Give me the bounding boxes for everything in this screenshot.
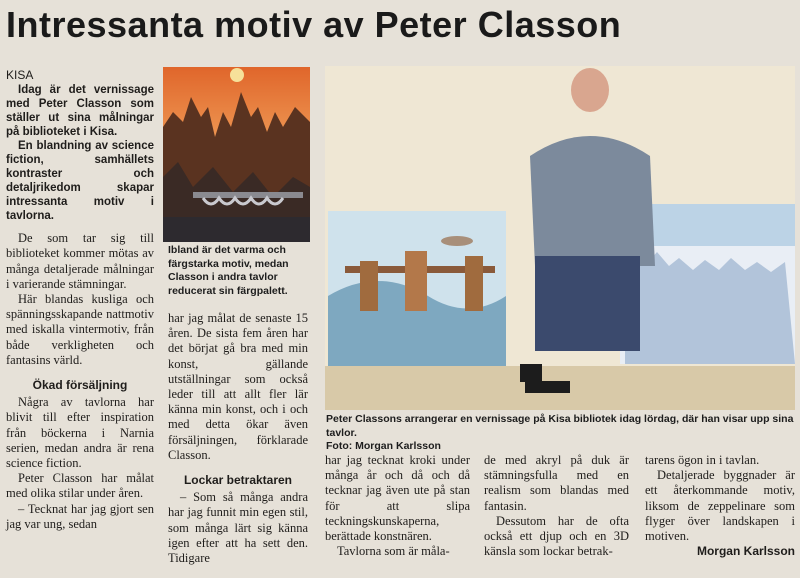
body-paragraph: Dessutom har de ofta också ett djup och en 3D känsla som lockar betrak- xyxy=(484,513,629,559)
body-paragraph: Peter Classon har målat med olika stilar under åren. xyxy=(6,471,154,501)
body-paragraph: tarens ögon in i tavlan. xyxy=(645,453,760,467)
body-paragraph: Här blandas kusliga och spänningsskapande nattmotiv med iskalla vintermotiv, från både verkligheten och fantasins värld. xyxy=(6,292,154,367)
body-paragraph: Tavlorna som är måla- xyxy=(337,544,450,559)
main-photo xyxy=(325,66,795,410)
body-paragraph: – Som så många andra har jag funnit min egen stil, som många lärt sig känna igen efter att ha sett den. Tidigare xyxy=(168,490,308,566)
left-painting-image xyxy=(163,67,310,242)
column-2 xyxy=(168,311,308,566)
column-3 xyxy=(325,453,470,559)
caption-text: Peter Classons arrangerar en vernissage på Kisa bibliotek idag lördag, där han visar upp sina tavlor. xyxy=(326,413,794,439)
column-4 xyxy=(484,453,629,559)
lead-paragraph-1: Idag är det vernissage med Peter Classon som ställer ut sina målningar på biblioteket i Kisa. xyxy=(6,84,154,139)
subheading-okad-forsaljning: Ökad försäljning xyxy=(32,378,128,393)
body-paragraph: har jag målat de senaste 15 åren. De sista fem åren har det börjat gå bra med min konst, gällande utställningar som också leder till att allt fler lär känna min konst, och i och med detta ökar även försäljningen, förklarade Classon. xyxy=(168,311,308,462)
column-5 xyxy=(645,453,795,559)
body-paragraph: de med akryl på duk är stämningsfulla med en realism som blandas med fantasin. xyxy=(484,453,629,513)
dateline-place: KISA xyxy=(6,68,34,82)
main-photo-caption xyxy=(326,413,796,454)
body-paragraph: har jag tecknat kroki under många år och då och då tecknar jag även ute på stan för att slipa teckningskunskaperna, berättade konstnären. xyxy=(325,453,470,544)
photo-credit: Foto: Morgan Karlsson xyxy=(326,440,441,452)
body-paragraph: Några av tavlorna har blivit till efter inspiration från böckerna i Narnia serien, medan andra är rena science fiction. xyxy=(6,395,154,471)
column-1 xyxy=(6,68,154,532)
headline: Intressanta motiv av Peter Classon xyxy=(6,4,622,45)
lead-paragraph-2: En blandning av science fiction, samhällets kontraster och detaljrikedom skapar intressanta motiv i tavlorna. xyxy=(6,140,154,223)
subheading-lockar-betraktaren: Lockar betraktaren xyxy=(183,473,293,488)
byline: Morgan Karlsson xyxy=(696,544,795,559)
body-paragraph: – Tecknat har jag gjort sen jag var ung, sedan xyxy=(6,501,154,531)
left-image-caption: Ibland är det varma och färgstarka motiv, medan Classon i andra tavlor reducerat sin färgpalett. xyxy=(168,244,289,297)
body-paragraph: Detaljerade byggnader är ett återkommande motiv, liksom de zeppelinare som flyger över landskapen i motiven. xyxy=(645,468,795,544)
body-paragraph: De som tar sig till biblioteket kommer mötas av många detaljerade målningar i varierande stämningar. xyxy=(6,231,154,291)
